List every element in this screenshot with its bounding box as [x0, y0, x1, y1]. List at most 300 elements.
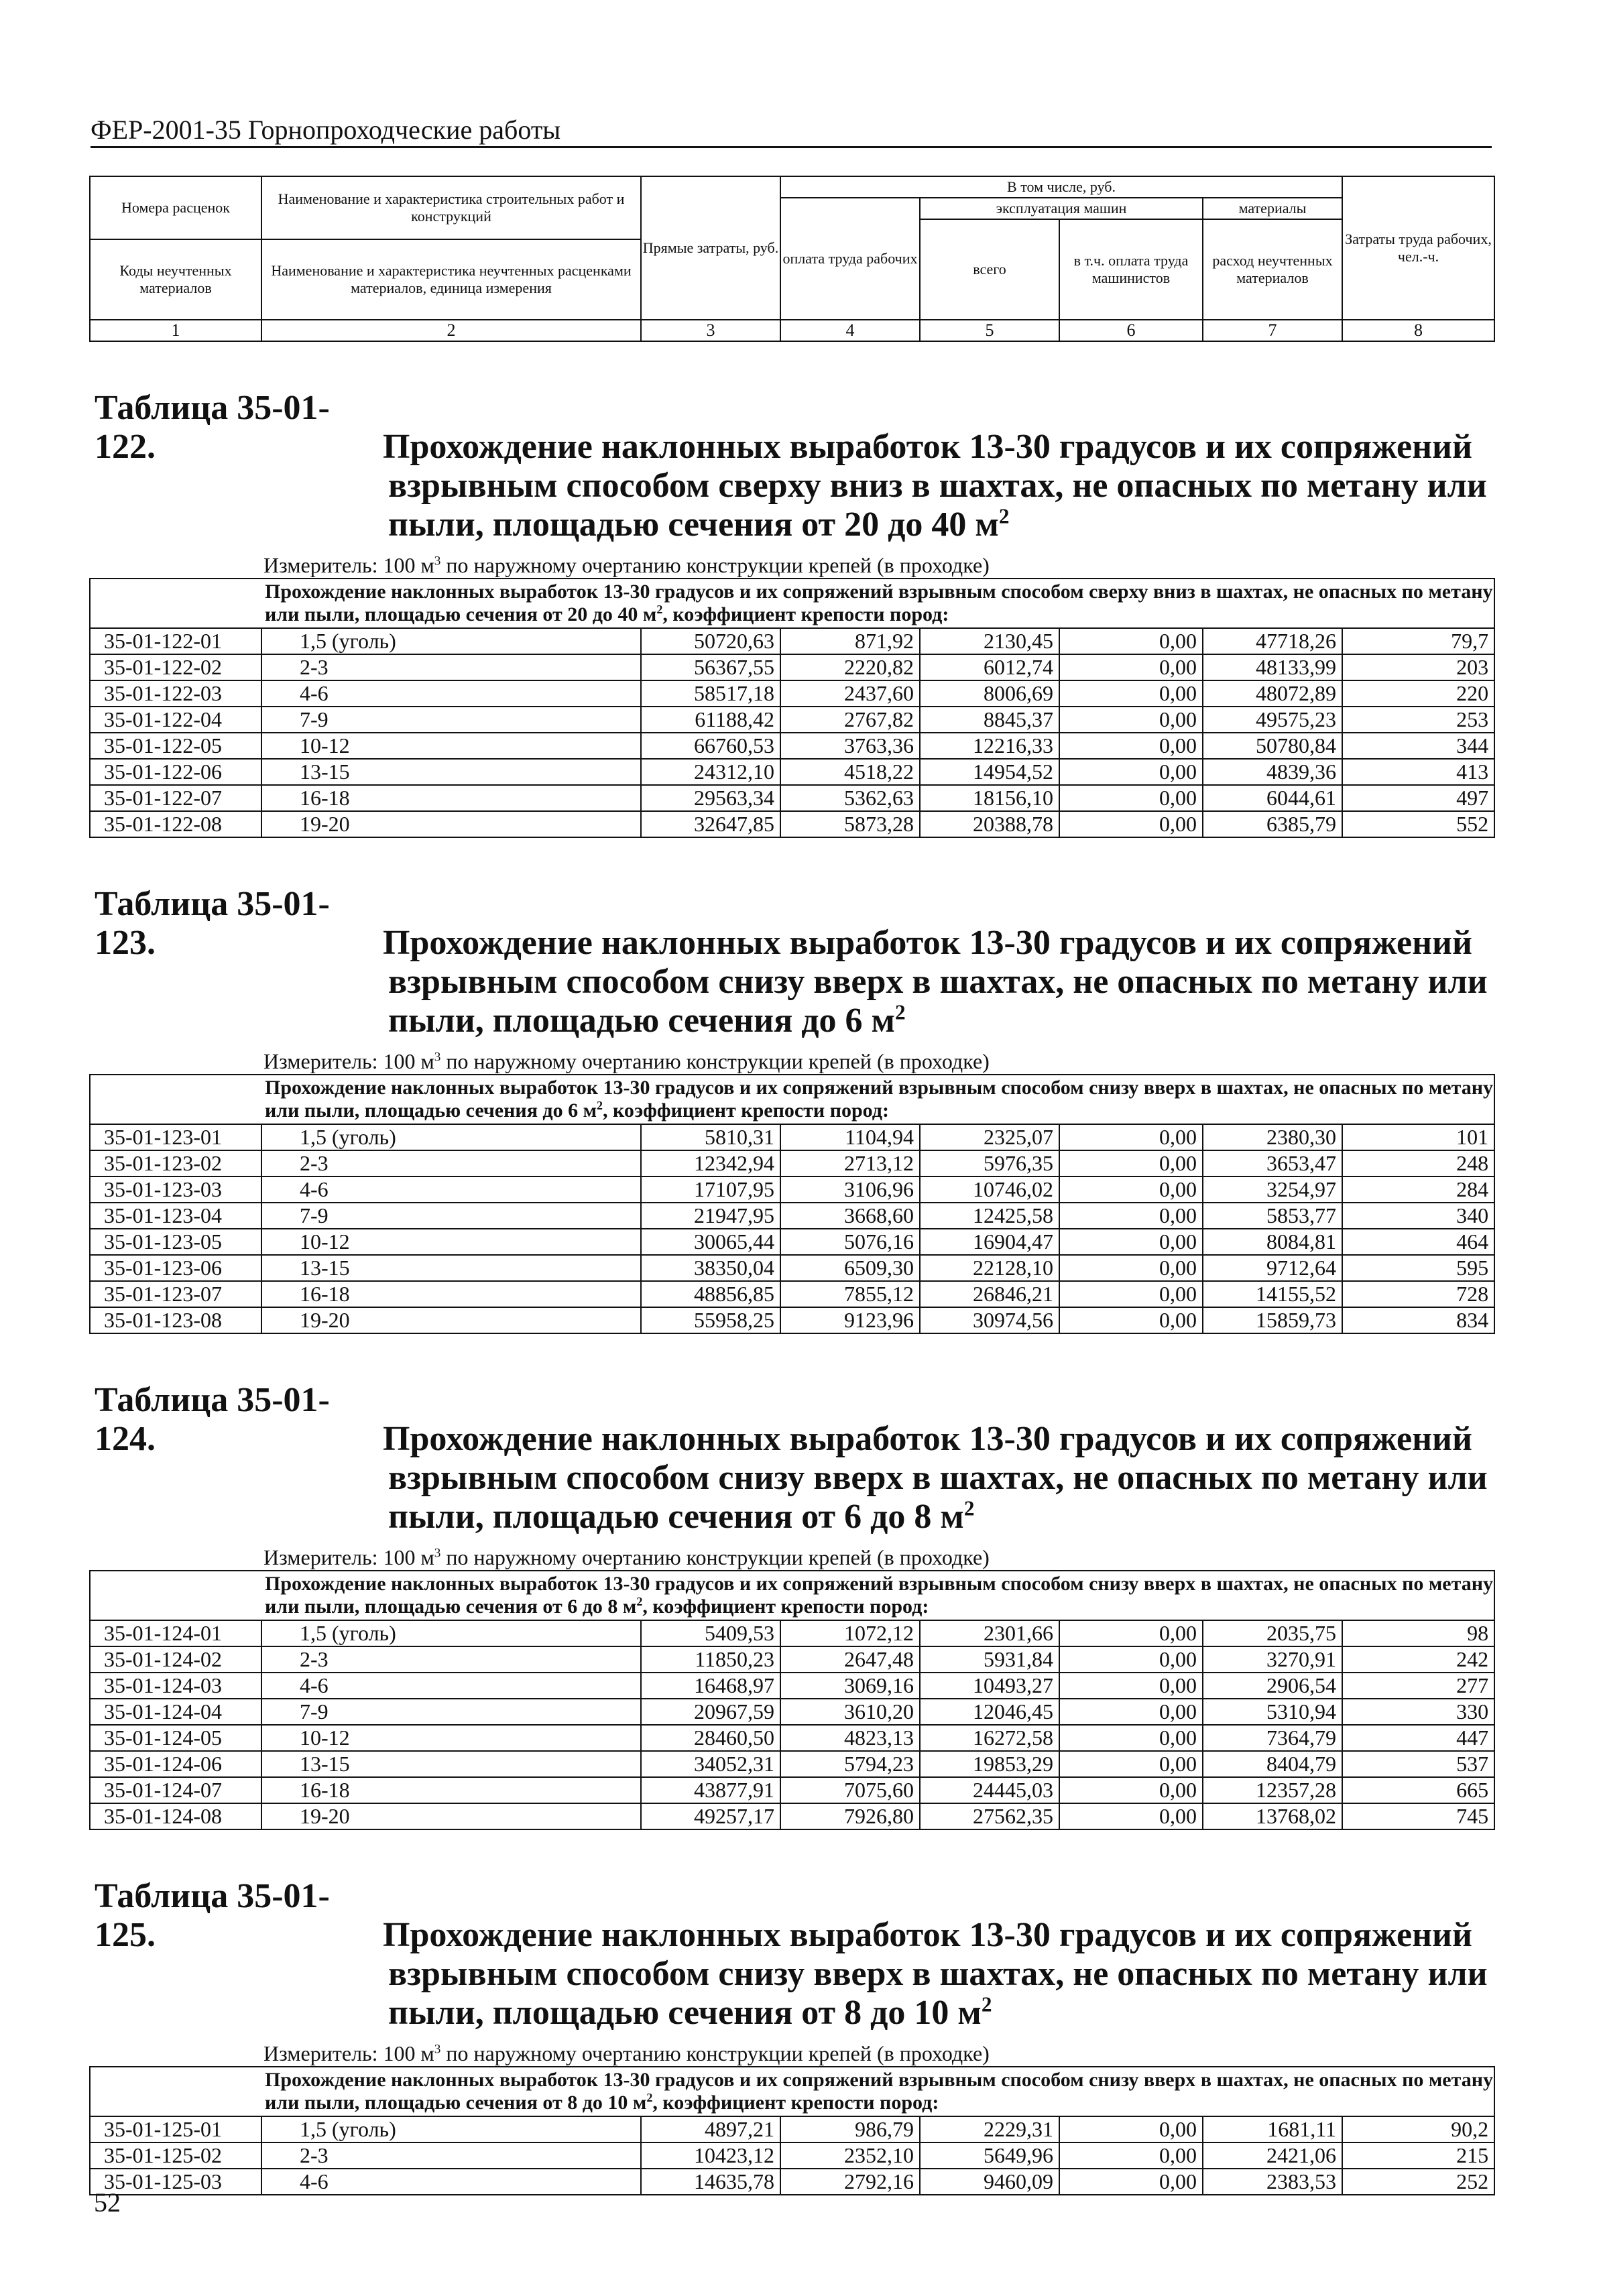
rock-hardness: 16-18	[261, 785, 641, 811]
cost-value: 0,00	[1059, 1176, 1203, 1203]
rate-code: 35-01-122-02	[90, 654, 261, 680]
cost-value: 0,00	[1059, 2142, 1203, 2169]
column-number: 7	[1203, 320, 1342, 341]
cost-value: 0,00	[1059, 1803, 1203, 1829]
cost-value: 2325,07	[920, 1124, 1059, 1150]
measure-text: по наружному очертанию конструкции крепей (в проходке)	[440, 2041, 990, 2065]
col-materials: материалы	[1203, 198, 1342, 219]
cost-value: 344	[1342, 733, 1494, 759]
rate-table	[89, 2066, 1495, 2195]
title-superscript: 2	[998, 504, 1010, 528]
cost-value: 14954,52	[920, 759, 1059, 785]
rate-table-section	[89, 1381, 1494, 1830]
rate-code: 35-01-123-02	[90, 1150, 261, 1176]
rate-code: 35-01-123-06	[90, 1255, 261, 1281]
cost-value: 14635,78	[641, 2169, 780, 2195]
rock-hardness: 16-18	[261, 1777, 641, 1803]
cost-value: 30065,44	[641, 1229, 780, 1255]
cost-value: 7075,60	[780, 1777, 920, 1803]
cost-value: 12357,28	[1203, 1777, 1342, 1803]
measure-superscript: 3	[434, 1050, 441, 1065]
table-title-line: пыли, площадью сечения от 6 до 8 м	[388, 1498, 964, 1536]
rate-code: 35-01-124-05	[90, 1725, 261, 1751]
table-title	[95, 1381, 1494, 1536]
table-title-line: пыли, площадью сечения от 20 до 40 м	[388, 505, 999, 544]
rock-hardness: 10-12	[261, 1229, 641, 1255]
cost-value: 5649,96	[920, 2142, 1059, 2169]
cost-value: 2713,12	[780, 1150, 920, 1176]
cost-value: 16468,97	[641, 1673, 780, 1699]
column-number: 5	[920, 320, 1059, 341]
cost-value: 340	[1342, 1203, 1494, 1229]
cost-value: 9712,64	[1203, 1255, 1342, 1281]
cost-value: 497	[1342, 785, 1494, 811]
cost-value: 5362,63	[780, 785, 920, 811]
cost-value: 203	[1342, 654, 1494, 680]
cost-value: 5873,28	[780, 811, 920, 837]
cost-value: 986,79	[780, 2116, 920, 2142]
table-row	[90, 1751, 1494, 1777]
description-text: , коэффициент крепости пород:	[652, 2092, 939, 2114]
rate-code: 35-01-123-05	[90, 1229, 261, 1255]
cost-value: 2130,45	[920, 628, 1059, 654]
table-number: Таблица 35-01-125.	[95, 1877, 330, 1954]
table-title-line: пыли, площадью сечения до 6 м	[388, 1002, 895, 1040]
cost-value: 6385,79	[1203, 811, 1342, 837]
rate-code: 35-01-122-08	[90, 811, 261, 837]
rate-code: 35-01-124-08	[90, 1803, 261, 1829]
rate-code: 35-01-123-08	[90, 1307, 261, 1333]
cost-value: 13768,02	[1203, 1803, 1342, 1829]
cost-value: 29563,34	[641, 785, 780, 811]
measure-text: по наружному очертанию конструкции крепей (в проходке)	[440, 1545, 990, 1569]
rock-hardness: 2-3	[261, 1646, 641, 1673]
cost-value: 3069,16	[780, 1673, 920, 1699]
cost-value: 552	[1342, 811, 1494, 837]
col-machines: эксплуатация машин	[920, 198, 1203, 219]
cost-value: 34052,31	[641, 1751, 780, 1777]
cost-value: 49575,23	[1203, 707, 1342, 733]
cost-value: 4823,13	[780, 1725, 920, 1751]
table-number: Таблица 35-01-123.	[95, 885, 330, 962]
rock-hardness: 1,5 (уголь)	[261, 2116, 641, 2142]
rate-code: 35-01-125-02	[90, 2142, 261, 2169]
table-title	[95, 885, 1494, 1040]
cost-value: 0,00	[1059, 1725, 1203, 1751]
cost-value: 4518,22	[780, 759, 920, 785]
table-row	[90, 733, 1494, 759]
cost-value: 252	[1342, 2169, 1494, 2195]
cost-value: 595	[1342, 1255, 1494, 1281]
table-row	[90, 1229, 1494, 1255]
cost-value: 5794,23	[780, 1751, 920, 1777]
rock-hardness: 10-12	[261, 1725, 641, 1751]
cost-value: 2380,30	[1203, 1124, 1342, 1150]
rate-code: 35-01-122-04	[90, 707, 261, 733]
rock-hardness: 1,5 (уголь)	[261, 1124, 641, 1150]
cost-value: 7926,80	[780, 1803, 920, 1829]
cost-value: 28460,50	[641, 1725, 780, 1751]
cost-value: 0,00	[1059, 1281, 1203, 1307]
column-header-table	[89, 176, 1495, 342]
rock-hardness: 19-20	[261, 1803, 641, 1829]
cost-value: 413	[1342, 759, 1494, 785]
measure-superscript: 3	[434, 1546, 441, 1561]
description-superscript: 2	[656, 603, 663, 616]
table-title-line: взрывным способом снизу вверх в шахтах, не опасных по метану или	[388, 963, 1488, 1001]
cost-value: 0,00	[1059, 733, 1203, 759]
rate-code: 35-01-123-01	[90, 1124, 261, 1150]
cost-value: 2647,48	[780, 1646, 920, 1673]
col-labor-cost: Затраты труда рабочих, чел.-ч.	[1342, 176, 1494, 320]
table-row	[90, 759, 1494, 785]
measure-text: Измеритель: 100 м	[263, 1545, 434, 1569]
rock-hardness: 10-12	[261, 733, 641, 759]
table-title-line: взрывным способом снизу вверх в шахтах, не опасных по метану или	[388, 1955, 1488, 1993]
cost-value: 215	[1342, 2142, 1494, 2169]
cost-value: 14155,52	[1203, 1281, 1342, 1307]
description-text: Прохождение наклонных выработок 13-30 градусов и их сопряжений взрывным способом снизу вверх в шахтах, не опасных по метану или пыли, площадью сечения до 6 м	[265, 1077, 1494, 1122]
table-row	[90, 1699, 1494, 1725]
cost-value: 0,00	[1059, 680, 1203, 707]
table-row	[90, 2142, 1494, 2169]
cost-value: 12046,45	[920, 1699, 1059, 1725]
table-row	[90, 1673, 1494, 1699]
cost-value: 0,00	[1059, 1699, 1203, 1725]
table-row	[90, 785, 1494, 811]
table-title-line: Прохождение наклонных выработок 13-30 градусов и их сопряжений	[383, 428, 1472, 466]
cost-value: 3668,60	[780, 1203, 920, 1229]
cost-value: 0,00	[1059, 1203, 1203, 1229]
rock-hardness: 16-18	[261, 1281, 641, 1307]
title-superscript: 2	[963, 1496, 975, 1520]
cost-value: 3270,91	[1203, 1646, 1342, 1673]
cost-value: 27562,35	[920, 1803, 1059, 1829]
cost-value: 61188,42	[641, 707, 780, 733]
cost-value: 2421,06	[1203, 2142, 1342, 2169]
cost-value: 248	[1342, 1150, 1494, 1176]
measure-text: Измеритель: 100 м	[263, 1049, 434, 1073]
rate-code: 35-01-124-03	[90, 1673, 261, 1699]
col-code-bottom: Коды неучтенных материалов	[90, 239, 261, 320]
title-superscript: 2	[981, 1992, 992, 2016]
column-number: 8	[1342, 320, 1494, 341]
col-machinist-pay: в т.ч. оплата труда машинистов	[1059, 219, 1203, 320]
col-machines-total: всего	[920, 219, 1059, 320]
cost-value: 3254,97	[1203, 1176, 1342, 1203]
rock-hardness: 2-3	[261, 654, 641, 680]
rate-code: 35-01-122-01	[90, 628, 261, 654]
table-row	[90, 1620, 1494, 1646]
cost-value: 0,00	[1059, 707, 1203, 733]
rate-code: 35-01-122-06	[90, 759, 261, 785]
table-row	[90, 1777, 1494, 1803]
rock-hardness: 19-20	[261, 811, 641, 837]
cost-value: 10423,12	[641, 2142, 780, 2169]
cost-value: 98	[1342, 1620, 1494, 1646]
description-text: , коэффициент крепости пород:	[603, 1099, 889, 1122]
cost-value: 0,00	[1059, 811, 1203, 837]
table-row	[90, 654, 1494, 680]
cost-value: 10493,27	[920, 1673, 1059, 1699]
cost-value: 48133,99	[1203, 654, 1342, 680]
rate-code: 35-01-124-01	[90, 1620, 261, 1646]
cost-value: 1681,11	[1203, 2116, 1342, 2142]
rate-table	[89, 1074, 1495, 1334]
col-direct: Прямые затраты, руб.	[641, 176, 780, 320]
cost-value: 24312,10	[641, 759, 780, 785]
title-superscript: 2	[894, 1000, 906, 1024]
cost-value: 253	[1342, 707, 1494, 733]
cost-value: 16904,47	[920, 1229, 1059, 1255]
cost-value: 22128,10	[920, 1255, 1059, 1281]
cost-value: 12216,33	[920, 733, 1059, 759]
cost-value: 48856,85	[641, 1281, 780, 1307]
cost-value: 5076,16	[780, 1229, 920, 1255]
description-superscript: 2	[597, 1099, 603, 1112]
cost-value: 43877,91	[641, 1777, 780, 1803]
rate-table	[89, 578, 1495, 838]
cost-value: 2906,54	[1203, 1673, 1342, 1699]
cost-value: 8084,81	[1203, 1229, 1342, 1255]
rate-code: 35-01-122-03	[90, 680, 261, 707]
cost-value: 5409,53	[641, 1620, 780, 1646]
cost-value: 38350,04	[641, 1255, 780, 1281]
rock-hardness: 13-15	[261, 1255, 641, 1281]
table-description	[90, 1075, 1494, 1124]
rate-table-section	[89, 1877, 1494, 2195]
cost-value: 6509,30	[780, 1255, 920, 1281]
cost-value: 3106,96	[780, 1176, 920, 1203]
cost-value: 21947,95	[641, 1203, 780, 1229]
rate-code: 35-01-124-02	[90, 1646, 261, 1673]
rock-hardness: 13-15	[261, 759, 641, 785]
table-row	[90, 1124, 1494, 1150]
rock-hardness: 7-9	[261, 707, 641, 733]
table-title-line: Прохождение наклонных выработок 13-30 градусов и их сопряжений	[383, 924, 1472, 962]
cost-value: 0,00	[1059, 1673, 1203, 1699]
cost-value: 26846,21	[920, 1281, 1059, 1307]
column-number: 4	[780, 320, 920, 341]
rate-code: 35-01-125-01	[90, 2116, 261, 2142]
cost-value: 0,00	[1059, 759, 1203, 785]
cost-value: 9123,96	[780, 1307, 920, 1333]
cost-value: 5976,35	[920, 1150, 1059, 1176]
cost-value: 0,00	[1059, 1150, 1203, 1176]
rock-hardness: 7-9	[261, 1203, 641, 1229]
cost-value: 0,00	[1059, 1777, 1203, 1803]
table-row	[90, 1281, 1494, 1307]
rock-hardness: 13-15	[261, 1751, 641, 1777]
cost-value: 79,7	[1342, 628, 1494, 654]
cost-value: 5310,94	[1203, 1699, 1342, 1725]
cost-value: 8845,37	[920, 707, 1059, 733]
table-row	[90, 1646, 1494, 1673]
cost-value: 20388,78	[920, 811, 1059, 837]
cost-value: 242	[1342, 1646, 1494, 1673]
table-description	[90, 579, 1494, 628]
cost-value: 2035,75	[1203, 1620, 1342, 1646]
measure-superscript: 3	[434, 554, 441, 568]
cost-value: 49257,17	[641, 1803, 780, 1829]
measure-text: Измеритель: 100 м	[263, 553, 434, 577]
cost-value: 728	[1342, 1281, 1494, 1307]
cost-value: 0,00	[1059, 785, 1203, 811]
rate-code: 35-01-122-07	[90, 785, 261, 811]
description-text: Прохождение наклонных выработок 13-30 градусов и их сопряжений взрывным способом сверху вниз в шахтах, не опасных по метану или пыли, площадью сечения от 20 до 40 м	[265, 581, 1493, 625]
cost-value: 0,00	[1059, 1124, 1203, 1150]
cost-value: 7364,79	[1203, 1725, 1342, 1751]
measure-unit	[263, 1545, 1494, 1570]
rate-code: 35-01-125-03	[90, 2169, 261, 2195]
cost-value: 9460,09	[920, 2169, 1059, 2195]
table-title-line: пыли, площадью сечения от 8 до 10 м	[388, 1994, 982, 2032]
cost-value: 66760,53	[641, 733, 780, 759]
col-labor-pay: оплата труда рабочих	[780, 198, 920, 320]
rate-table	[89, 1570, 1495, 1830]
cost-value: 2792,16	[780, 2169, 920, 2195]
cost-value: 18156,10	[920, 785, 1059, 811]
page-header: ФЕР-2001-35 Горнопроходческие работы	[91, 115, 1492, 148]
cost-value: 834	[1342, 1307, 1494, 1333]
cost-value: 16272,58	[920, 1725, 1059, 1751]
cost-value: 2220,82	[780, 654, 920, 680]
rock-hardness: 4-6	[261, 1673, 641, 1699]
rock-hardness: 4-6	[261, 2169, 641, 2195]
cost-value: 5810,31	[641, 1124, 780, 1150]
rate-table-section	[89, 885, 1494, 1334]
cost-value: 12342,94	[641, 1150, 780, 1176]
cost-value: 50780,84	[1203, 733, 1342, 759]
cost-value: 3610,20	[780, 1699, 920, 1725]
cost-value: 0,00	[1059, 1620, 1203, 1646]
cost-value: 3653,47	[1203, 1150, 1342, 1176]
table-row	[90, 1203, 1494, 1229]
cost-value: 32647,85	[641, 811, 780, 837]
table-title	[95, 389, 1494, 544]
measure-unit	[263, 1048, 1494, 1074]
table-row	[90, 2116, 1494, 2142]
cost-value: 0,00	[1059, 1646, 1203, 1673]
cost-value: 0,00	[1059, 654, 1203, 680]
cost-value: 0,00	[1059, 1751, 1203, 1777]
cost-value: 0,00	[1059, 1255, 1203, 1281]
cost-value: 2301,66	[920, 1620, 1059, 1646]
table-description	[90, 1571, 1494, 1620]
rate-code: 35-01-124-06	[90, 1751, 261, 1777]
cost-value: 277	[1342, 1673, 1494, 1699]
cost-value: 1104,94	[780, 1124, 920, 1150]
page-number: 52	[94, 2187, 121, 2218]
cost-value: 330	[1342, 1699, 1494, 1725]
cost-value: 24445,03	[920, 1777, 1059, 1803]
column-number: 6	[1059, 320, 1203, 341]
column-number: 1	[90, 320, 261, 341]
cost-value: 2383,53	[1203, 2169, 1342, 2195]
table-row	[90, 707, 1494, 733]
cost-value: 101	[1342, 1124, 1494, 1150]
table-row	[90, 680, 1494, 707]
rock-hardness: 2-3	[261, 2142, 641, 2169]
cost-value: 220	[1342, 680, 1494, 707]
cost-value: 5931,84	[920, 1646, 1059, 1673]
table-row	[90, 1803, 1494, 1829]
col-name-bottom: Наименование и характеристика неучтенных расценками материалов, единица измерения	[261, 239, 641, 320]
cost-value: 7855,12	[780, 1281, 920, 1307]
table-title	[95, 1877, 1494, 2033]
description-text: Прохождение наклонных выработок 13-30 градусов и их сопряжений взрывным способом снизу вверх в шахтах, не опасных по метану или пыли, площадью сечения от 8 до 10 м	[265, 2069, 1494, 2114]
cost-value: 17107,95	[641, 1176, 780, 1203]
cost-value: 56367,55	[641, 654, 780, 680]
rate-code: 35-01-123-03	[90, 1176, 261, 1203]
table-number: Таблица 35-01-124.	[95, 1381, 330, 1458]
rock-hardness: 1,5 (уголь)	[261, 1620, 641, 1646]
cost-value: 58517,18	[641, 680, 780, 707]
cost-value: 0,00	[1059, 2169, 1203, 2195]
rock-hardness: 4-6	[261, 680, 641, 707]
table-row	[90, 811, 1494, 837]
table-title-line: взрывным способом сверху вниз в шахтах, не опасных по метану или	[388, 467, 1487, 505]
cost-value: 48072,89	[1203, 680, 1342, 707]
col-incl: В том числе, руб.	[780, 176, 1342, 198]
description-superscript: 2	[646, 2091, 653, 2104]
rate-code: 35-01-123-04	[90, 1203, 261, 1229]
table-title-line: Прохождение наклонных выработок 13-30 градусов и их сопряжений	[383, 1916, 1472, 1954]
cost-value: 5853,77	[1203, 1203, 1342, 1229]
table-row	[90, 1176, 1494, 1203]
table-title-line: Прохождение наклонных выработок 13-30 градусов и их сопряжений	[383, 1420, 1472, 1458]
cost-value: 0,00	[1059, 628, 1203, 654]
cost-value: 0,00	[1059, 1307, 1203, 1333]
cost-value: 871,92	[780, 628, 920, 654]
rock-hardness: 2-3	[261, 1150, 641, 1176]
rate-table-section	[89, 389, 1494, 838]
table-number: Таблица 35-01-122.	[95, 389, 330, 466]
cost-value: 464	[1342, 1229, 1494, 1255]
cost-value: 4897,21	[641, 2116, 780, 2142]
measure-text: по наружному очертанию конструкции крепей (в проходке)	[440, 553, 990, 577]
col-materials-unaccounted: расход неучтенных материалов	[1203, 219, 1342, 320]
cost-value: 665	[1342, 1777, 1494, 1803]
cost-value: 745	[1342, 1803, 1494, 1829]
rate-code: 35-01-124-04	[90, 1699, 261, 1725]
rate-code: 35-01-123-07	[90, 1281, 261, 1307]
table-description	[90, 2067, 1494, 2116]
table-row	[90, 1307, 1494, 1333]
rate-code: 35-01-124-07	[90, 1777, 261, 1803]
table-row	[90, 1255, 1494, 1281]
cost-value: 0,00	[1059, 2116, 1203, 2142]
cost-value: 2767,82	[780, 707, 920, 733]
column-number: 3	[641, 320, 780, 341]
cost-value: 12425,58	[920, 1203, 1059, 1229]
cost-value: 2352,10	[780, 2142, 920, 2169]
table-row	[90, 1725, 1494, 1751]
column-number: 2	[261, 320, 641, 341]
cost-value: 284	[1342, 1176, 1494, 1203]
table-title-line: взрывным способом снизу вверх в шахтах, не опасных по метану или	[388, 1459, 1488, 1497]
cost-value: 0,00	[1059, 1229, 1203, 1255]
description-text: , коэффициент крепости пород:	[642, 1595, 929, 1618]
cost-value: 2437,60	[780, 680, 920, 707]
cost-value: 20967,59	[641, 1699, 780, 1725]
measure-unit	[263, 552, 1494, 578]
cost-value: 55958,25	[641, 1307, 780, 1333]
rock-hardness: 4-6	[261, 1176, 641, 1203]
col-code-top: Номера расценок	[90, 176, 261, 239]
description-text: Прохождение наклонных выработок 13-30 градусов и их сопряжений взрывным способом снизу вверх в шахтах, не опасных по метану или пыли, площадью сечения от 6 до 8 м	[265, 1573, 1494, 1618]
cost-value: 1072,12	[780, 1620, 920, 1646]
